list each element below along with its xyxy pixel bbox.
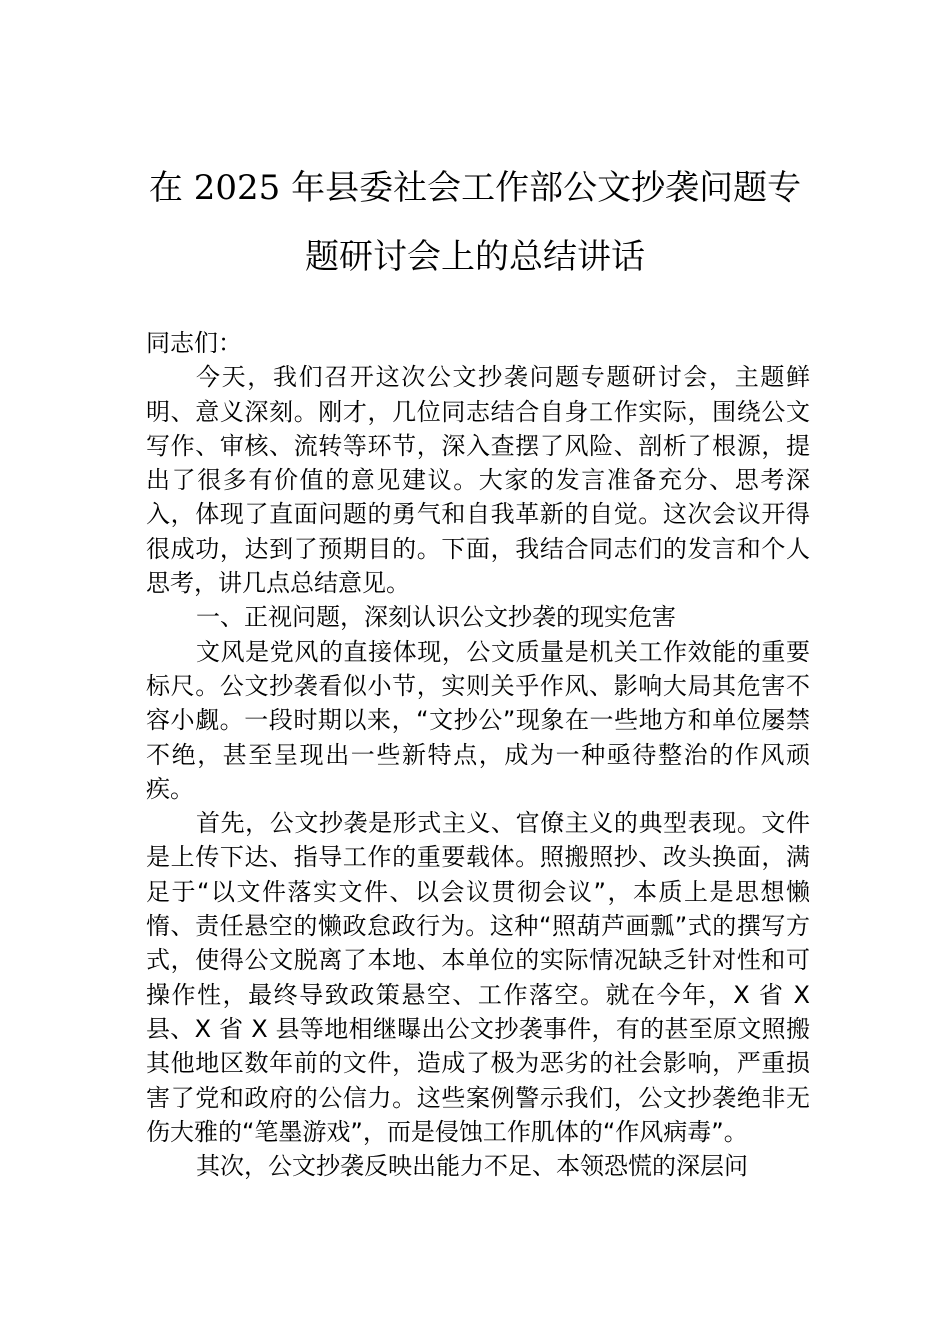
section-heading-1: 一、正视问题，深刻认识公文抄袭的现实危害 — [196, 603, 676, 632]
paragraph-first-point: 首先，公文抄袭是形式主义、官僚主义的典型表现。文件是上传下达、指导工作的重要载体。照搬照抄、改头换面，满足于“以文件落实文件、以会议贯彻会议”，本质上是思想懒惰、责任悬空的懒政怠政行为。这种“照葫芦画瓢”式的撰写方式，使得公文脱离了本地、本单位的实际情况缺乏针对性和可操作性，最终导致政策悬空、工作落空。就在今年，X 省 X 县、X 省 X 县等地相继曝出公文抄袭事件，有的甚至原文照搬其他地区数年前的文件，造成了极为恶劣的社会影响，严重损害了党和政府的公信力。这些案例警示我们，公文抄袭绝非无伤大雅的“笔墨游戏”，而是侵蚀工作肌体的“作风病毒”。 — [146, 809, 810, 1146]
document-title-line-2: 题研讨会上的总结讲话 — [305, 237, 645, 277]
paragraph-second-point: 其次，公文抄袭反映出能力不足、本领恐慌的深层问 — [196, 1152, 748, 1181]
paragraph-style-intro: 文风是党风的直接体现，公文质量是机关工作效能的重要标尺。公文抄袭看似小节，实则关乎作风、影响大局其危害不容小觑。一段时期以来，“文抄公”现象在一些地方和单位屡禁不绝，甚至呈现出一些新特点，成为一种亟待整治的作风顽疾。 — [146, 637, 810, 803]
paragraph-opening: 今天，我们召开这次公文抄袭问题专题研讨会，主题鲜明、意义深刻。刚才，几位同志结合自身工作实际，围绕公文写作、审核、流转等环节，深入查摆了风险、剖析了根源，提出了很多有价值的意见建议。大家的发言准备充分、思考深入，体现了直面问题的勇气和自我革新的自觉。这次会议开得很成功，达到了预期目的。下面，我结合同志们的发言和个人思考，讲几点总结意见。 — [146, 363, 810, 598]
document-body — [146, 326, 810, 1183]
document-title-line-1: 在 2025 年县委社会工作部公文抄袭问题专 — [148, 168, 802, 208]
salutation: 同志们： — [146, 329, 242, 357]
